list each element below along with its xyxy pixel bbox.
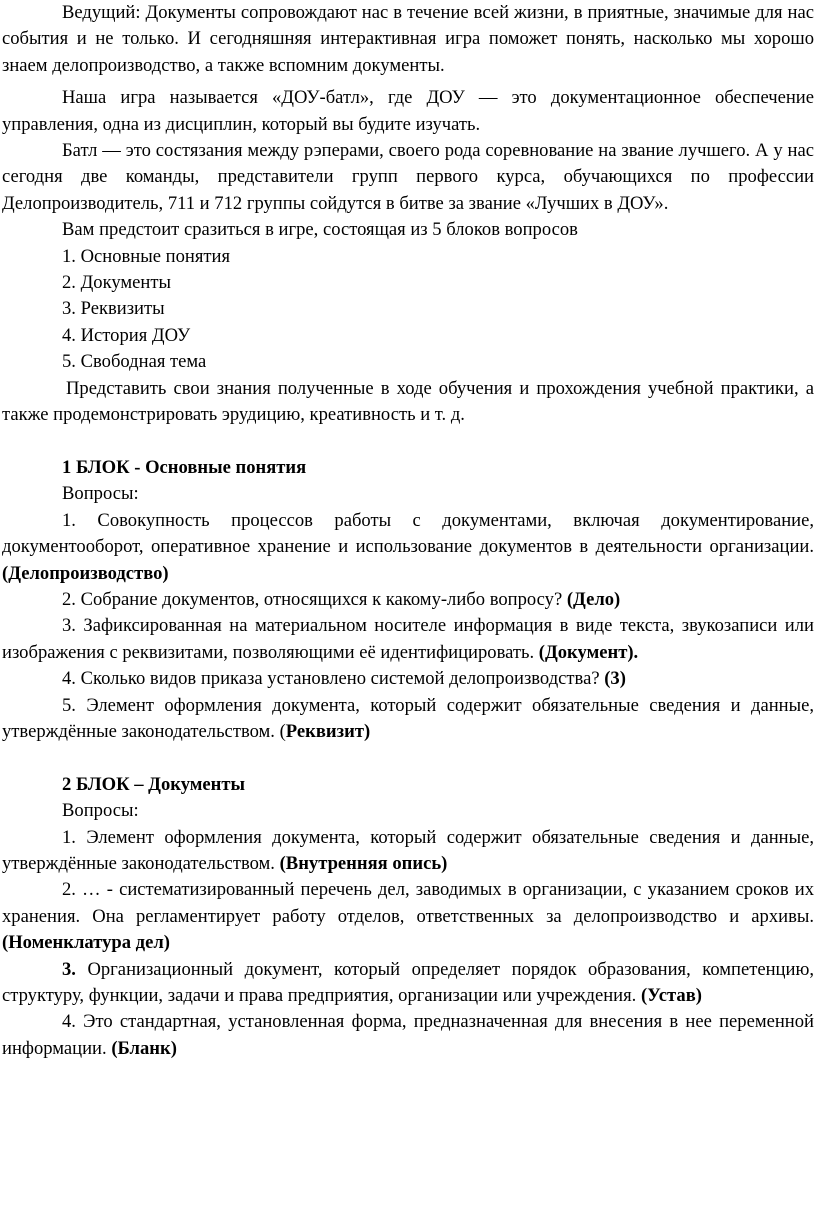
question-answer: (Делопроизводство) xyxy=(2,562,169,584)
block2-question-2 xyxy=(2,877,814,956)
question-text: 4. Это стандартная, установленная форма, предназначенная для внесения в нее переменной информации. xyxy=(2,1011,814,1059)
question-number: 3. xyxy=(62,958,76,980)
question-text: 2. … - систематизированный перечень дел, заводимых в организации, с указанием сроков их хранения. Она регламентирует работу отделов, ответственных за делопроизводство и архивы. xyxy=(2,879,814,927)
question-text: 2. Собрание документов, относящихся к какому-либо вопросу? xyxy=(62,588,567,610)
question-text: 1. Совокупность процессов работы с документами, включая документирование, документооборот, оперативное хранение и использование документов в деятельности организации. xyxy=(2,509,814,558)
block2-question-3 xyxy=(2,957,814,1010)
intro-paragraph-4: Вам предстоит сразиться в игре, состоящая из 5 блоков вопросов xyxy=(62,219,578,241)
intro-paragraph-5: Представить свои знания полученные в ходе обучения и прохождения учебной практики, а также продемонстрировать эрудицию, креативность и т. д. xyxy=(2,377,814,426)
block1-question-5 xyxy=(2,693,814,746)
question-answer: Реквизит) xyxy=(285,720,371,742)
block-list-item: 3. Реквизиты xyxy=(62,298,165,320)
question-answer: (3) xyxy=(604,668,626,690)
intro-paragraph-3: Батл — это состязания между рэперами, своего рода соревнование на звание лучшего. А у нас сегодня две команды, представители групп первого курса, обучающихся по профессии Делопроизводитель, 711 и 712 группы сойдутся в битве за звание «Лучших в ДОУ». xyxy=(2,140,814,214)
block2-question-1 xyxy=(2,825,814,878)
block1-question-3 xyxy=(2,613,814,666)
block1-heading: 1 БЛОК - Основные понятия xyxy=(62,456,307,478)
question-text: 1. Элемент оформления документа, который содержит обязательные сведения и данные, утверждённые законодательством. xyxy=(2,826,814,874)
block1-questions-label: Вопросы: xyxy=(62,483,139,505)
question-text: 5. Элемент оформления документа, который содержит обязательные сведения и данные, утверждённые законодательством. ( xyxy=(2,694,814,742)
block-list-item: 5. Свободная тема xyxy=(62,351,207,373)
block2-questions-label: Вопросы: xyxy=(62,800,139,822)
question-answer: (Устав) xyxy=(640,985,702,1006)
block2-heading: 2 БЛОК – Документы xyxy=(62,773,246,795)
block-list-item: 1. Основные понятия xyxy=(62,245,231,267)
question-answer: (Внутренняя опись) xyxy=(279,852,448,874)
question-answer: (Бланк) xyxy=(111,1037,177,1059)
question-text: 4. Сколько видов приказа установлено системой делопроизводства? xyxy=(62,668,605,690)
question-text: 3. Зафиксированная на материальном носителе информация в виде текста, звукозаписи или изображения с реквизитами, позволяющими её идентифицировать. xyxy=(2,615,814,663)
question-answer: (Документ). xyxy=(538,641,639,663)
intro-paragraph-2: Наша игра называется «ДОУ-батл», где ДОУ — это документационное обеспечение управления, одна из дисциплин, который вы будите изучать. xyxy=(2,87,814,135)
block1-question-4 xyxy=(2,666,814,692)
block-list-item: 4. История ДОУ xyxy=(62,324,191,346)
intro-paragraph-1: Ведущий: Документы сопровождают нас в течение всей жизни, в приятные, значимые для нас события и не только. И сегодняшняя интерактивная игра поможет понять, насколько мы хорошо знаем делопроизводство, а также вспомним документы. xyxy=(2,2,814,76)
question-answer: (Номенклатура дел) xyxy=(2,932,170,954)
block-list-item: 2. Документы xyxy=(62,272,171,294)
block2-question-4 xyxy=(2,1009,814,1062)
block1-question-2 xyxy=(2,587,814,613)
block1-question-1 xyxy=(2,508,814,587)
question-text: Организационный документ, который определяет порядок образования, компетенцию, структуру, функции, задачи и права предприятия, организации или учреждения. xyxy=(2,958,814,1006)
question-answer: (Дело) xyxy=(566,588,621,610)
